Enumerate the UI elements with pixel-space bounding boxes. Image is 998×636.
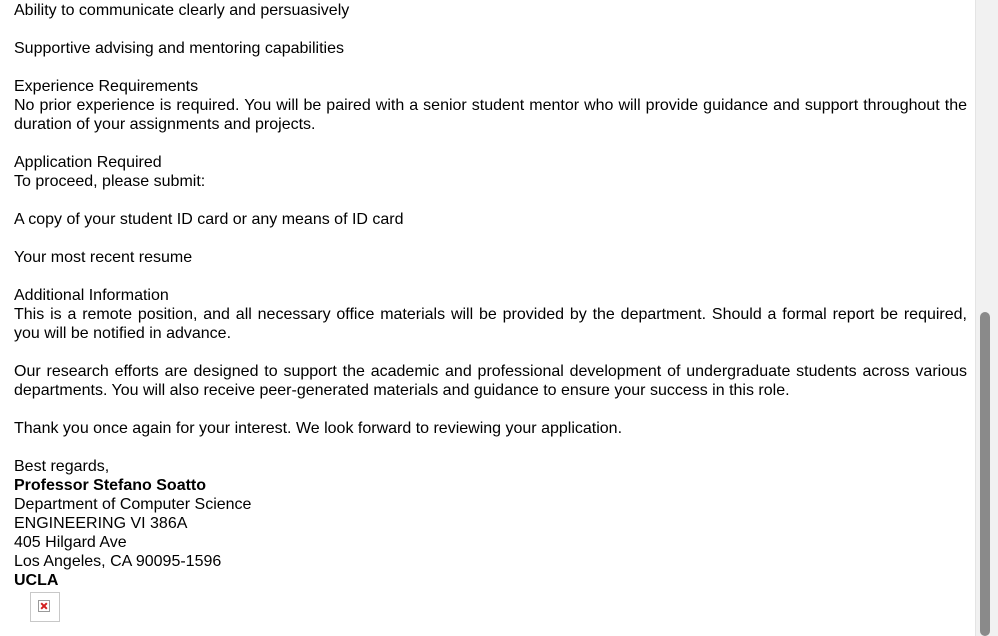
- spacer: [14, 343, 967, 362]
- signature-building: ENGINEERING VI 386A: [14, 515, 188, 532]
- closing-regards: Best regards,: [14, 458, 110, 475]
- broken-image-icon: [38, 600, 50, 612]
- spacer: [14, 134, 967, 153]
- application-item-resume: Your most recent resume: [14, 249, 193, 266]
- spacer: [14, 267, 967, 286]
- requirement-communicate: Ability to communicate clearly and persuasively: [14, 2, 350, 19]
- experience-heading: Experience Requirements: [14, 78, 199, 95]
- research-body: Our research efforts are designed to support the academic and professional development of undergraduate students across various departments. You will also receive peer-generated materials and guidance to ensure your success in this role.: [14, 363, 967, 399]
- spacer: [14, 438, 967, 457]
- email-body: [14, 1, 967, 622]
- experience-body: No prior experience is required. You will be paired with a senior student mentor who will provide guidance and support throughout the duration of your assignments and projects.: [14, 97, 967, 133]
- application-item-id-card: A copy of your student ID card or any means of ID card: [14, 211, 404, 228]
- thanks-line: Thank you once again for your interest. We look forward to reviewing your application.: [14, 420, 623, 437]
- signature-department: Department of Computer Science: [14, 496, 252, 513]
- signature-name: Professor Stefano Soatto: [14, 477, 207, 494]
- spacer: [14, 191, 967, 210]
- spacer: [14, 20, 967, 39]
- signature-image-placeholder: [30, 592, 60, 622]
- signature-institution: UCLA: [14, 572, 59, 589]
- spacer: [14, 400, 967, 419]
- application-intro: To proceed, please submit:: [14, 173, 206, 190]
- spacer: [14, 229, 967, 248]
- scrollbar-thumb[interactable]: [980, 312, 990, 636]
- spacer: [14, 58, 967, 77]
- signature-city: Los Angeles, CA 90095-1596: [14, 553, 222, 570]
- application-heading: Application Required: [14, 154, 162, 171]
- additional-body: This is a remote position, and all necessary office materials will be provided by the department. Should a formal report be required, you will be notified in advance.: [14, 306, 967, 342]
- vertical-scrollbar[interactable]: [975, 0, 998, 636]
- requirement-advising: Supportive advising and mentoring capabilities: [14, 40, 344, 57]
- signature-street: 405 Hilgard Ave: [14, 534, 127, 551]
- additional-heading: Additional Information: [14, 287, 169, 304]
